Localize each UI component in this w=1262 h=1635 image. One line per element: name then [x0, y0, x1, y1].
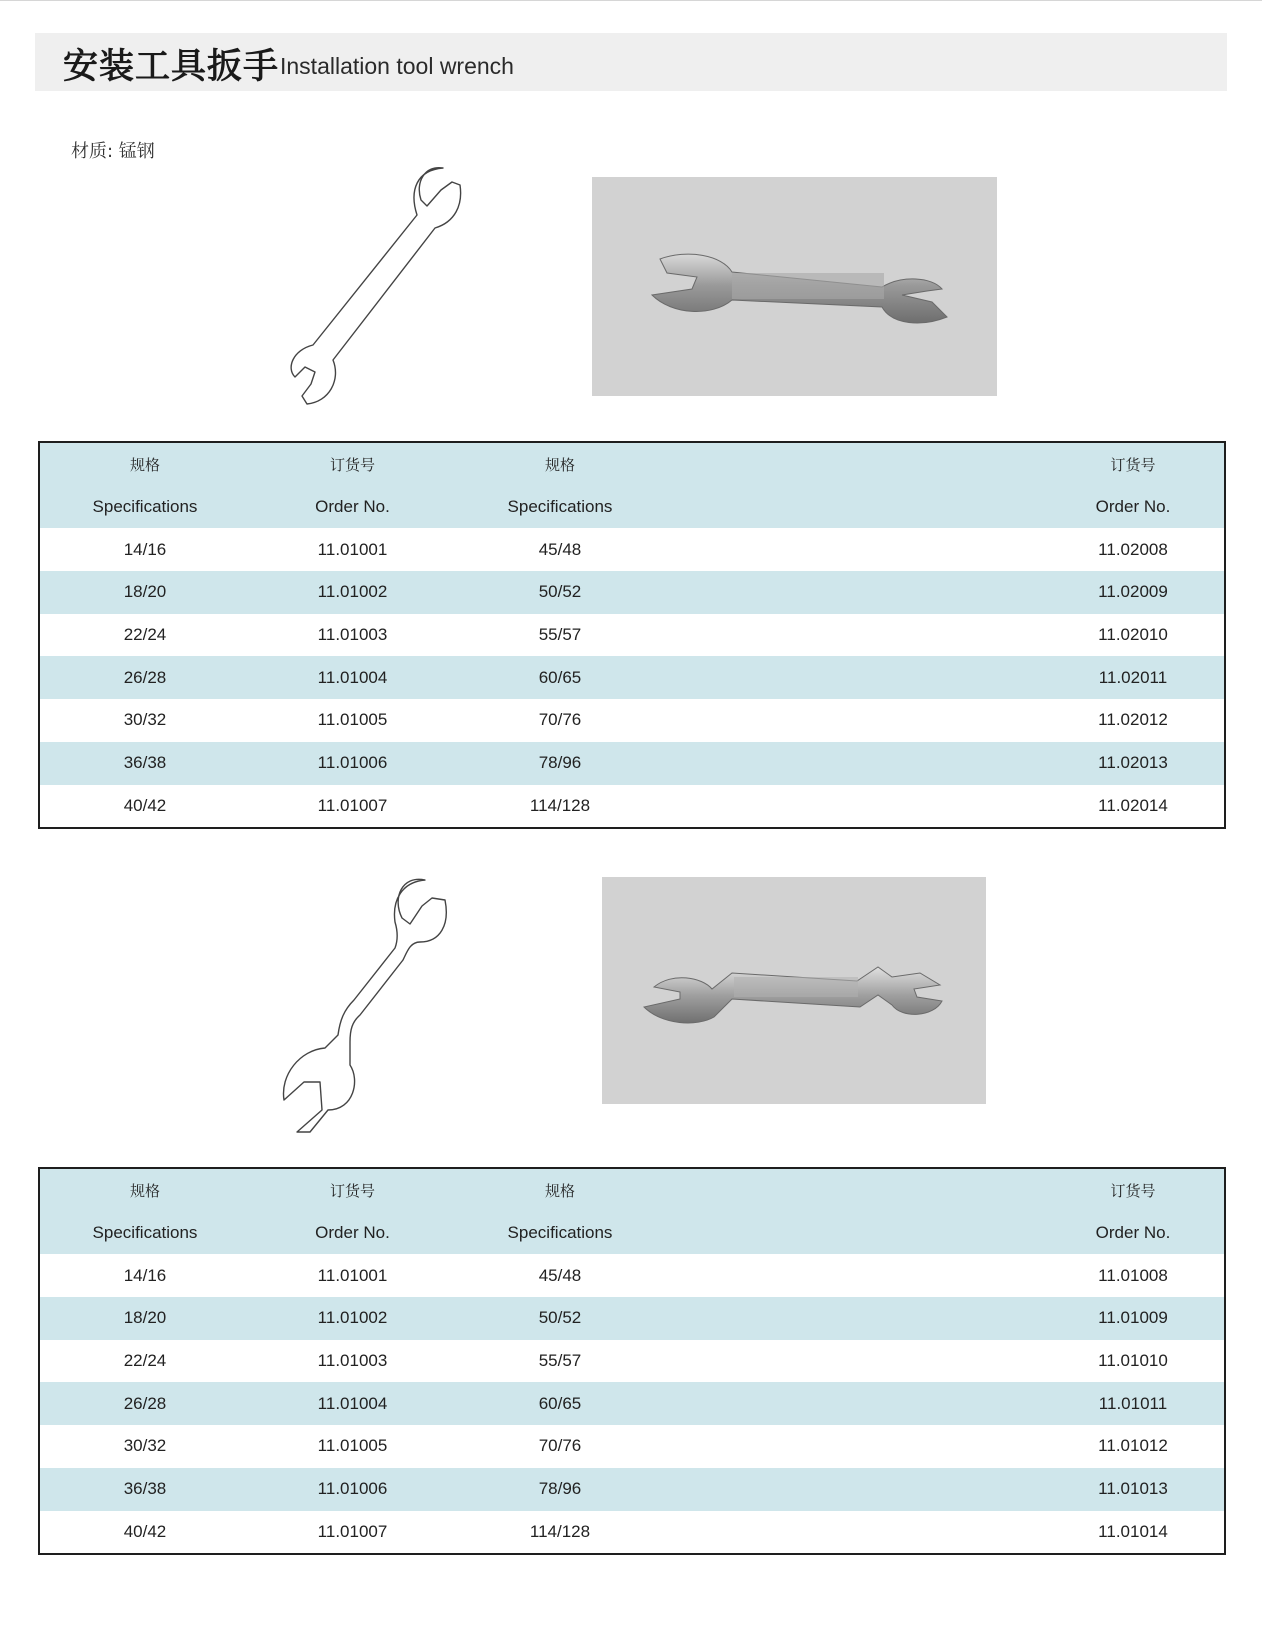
table-row	[40, 1425, 1224, 1468]
order-cell: 11.01011	[1098, 1393, 1168, 1413]
header-order-cn: 订货号	[329, 1181, 375, 1200]
order-cell: 11.01010	[1098, 1351, 1168, 1371]
wrench-photo	[592, 177, 997, 396]
order-cell: 11.01004	[317, 1393, 388, 1413]
order-cell: 11.01006	[317, 753, 388, 773]
order-cell: 11.01013	[1098, 1479, 1168, 1499]
order-cell: 11.01002	[317, 1308, 388, 1328]
header-order-cn: 订货号	[1110, 1181, 1156, 1200]
table-header-cn	[40, 443, 1224, 486]
order-cell: 11.01014	[1098, 1521, 1168, 1541]
table-header-en	[40, 1212, 1224, 1255]
order-cell: 11.01009	[1098, 1308, 1168, 1328]
spec-cell: 26/28	[123, 1393, 167, 1413]
spec-table-1	[38, 441, 1226, 829]
table-row	[40, 571, 1224, 614]
table-header-cn	[40, 1169, 1224, 1212]
order-cell: 11.02010	[1098, 625, 1168, 645]
table-row	[40, 1254, 1224, 1297]
order-cell: 11.02012	[1098, 710, 1168, 730]
spec-cell: 50/52	[538, 1308, 582, 1328]
header-spec-en: Specifications	[92, 497, 198, 517]
spec-cell: 45/48	[538, 1265, 582, 1285]
spec-cell: 114/128	[529, 795, 591, 815]
material-label: 材质: 锰钢	[71, 141, 155, 162]
spec-cell: 36/38	[123, 1479, 167, 1499]
spec-cell: 40/42	[123, 1521, 167, 1541]
spec-cell: 14/16	[123, 539, 167, 559]
spec-cell: 70/76	[538, 1436, 582, 1456]
header-spec-en: Specifications	[92, 1223, 198, 1243]
table-row	[40, 1297, 1224, 1340]
spec-cell: 22/24	[123, 625, 167, 645]
order-cell: 11.02009	[1098, 582, 1168, 602]
offset-wrench-drawing-icon	[280, 870, 465, 1135]
order-cell: 11.01012	[1098, 1436, 1168, 1456]
spec-table-2	[38, 1167, 1226, 1555]
page-title-cn: 安装工具扳手	[63, 47, 280, 87]
table-row	[40, 1468, 1224, 1511]
table-row	[40, 614, 1224, 657]
spec-cell: 45/48	[538, 539, 582, 559]
wrench-drawing-icon	[285, 160, 485, 410]
spec-cell: 36/38	[123, 753, 167, 773]
spec-cell: 18/20	[123, 582, 167, 602]
order-cell: 11.02014	[1098, 795, 1168, 815]
header-spec-en: Specifications	[507, 1223, 613, 1243]
header-order-en: Order No.	[315, 497, 390, 517]
order-cell: 11.01003	[317, 1351, 388, 1371]
table-row	[40, 742, 1224, 785]
spec-cell: 60/65	[538, 667, 582, 687]
table-row	[40, 1511, 1224, 1554]
order-cell: 11.01001	[317, 1265, 388, 1285]
order-cell: 11.02011	[1098, 667, 1168, 687]
header-order-en: Order No.	[315, 1223, 390, 1243]
header-order-en: Order No.	[1095, 1223, 1171, 1243]
table-row	[40, 1340, 1224, 1383]
header-order-cn: 订货号	[329, 455, 375, 474]
order-cell: 11.01003	[317, 625, 388, 645]
spec-cell: 30/32	[123, 710, 167, 730]
header-order-en: Order No.	[1095, 497, 1171, 517]
spec-cell: 18/20	[123, 1308, 167, 1328]
spec-cell: 70/76	[538, 710, 582, 730]
table-row	[40, 656, 1224, 699]
page-header	[35, 33, 1227, 91]
spec-cell: 22/24	[123, 1351, 167, 1371]
header-spec-cn: 规格	[544, 455, 575, 474]
table-row	[40, 528, 1224, 571]
order-cell: 11.01005	[317, 710, 388, 730]
order-cell: 11.01001	[317, 539, 388, 559]
spec-cell: 50/52	[538, 582, 582, 602]
order-cell: 11.01006	[317, 1479, 388, 1499]
offset-wrench-photo	[602, 877, 986, 1104]
order-cell: 11.01008	[1098, 1265, 1168, 1285]
order-cell: 11.01002	[317, 582, 388, 602]
order-cell: 11.02013	[1098, 753, 1168, 773]
spec-cell: 114/128	[529, 1521, 591, 1541]
spec-cell: 78/96	[538, 1479, 582, 1499]
table-row	[40, 1382, 1224, 1425]
order-cell: 11.01004	[317, 667, 388, 687]
spec-cell: 55/57	[538, 625, 582, 645]
table-header-en	[40, 486, 1224, 529]
spec-cell: 78/96	[538, 753, 582, 773]
header-spec-cn: 规格	[129, 455, 160, 474]
table-row	[40, 699, 1224, 742]
order-cell: 11.01005	[317, 1436, 388, 1456]
header-order-cn: 订货号	[1110, 455, 1156, 474]
order-cell: 11.02008	[1098, 539, 1168, 559]
spec-cell: 40/42	[123, 795, 167, 815]
header-spec-en: Specifications	[507, 497, 613, 517]
spec-cell: 55/57	[538, 1351, 582, 1371]
spec-cell: 30/32	[123, 1436, 167, 1456]
top-rule	[0, 0, 1262, 1]
order-cell: 11.01007	[317, 795, 388, 815]
spec-cell: 14/16	[123, 1265, 167, 1285]
spec-cell: 26/28	[123, 667, 167, 687]
header-spec-cn: 规格	[129, 1181, 160, 1200]
page-title-en: Installation tool wrench	[280, 53, 514, 79]
header-spec-cn: 规格	[544, 1181, 575, 1200]
order-cell: 11.01007	[317, 1521, 388, 1541]
table-row	[40, 785, 1224, 828]
spec-cell: 60/65	[538, 1393, 582, 1413]
